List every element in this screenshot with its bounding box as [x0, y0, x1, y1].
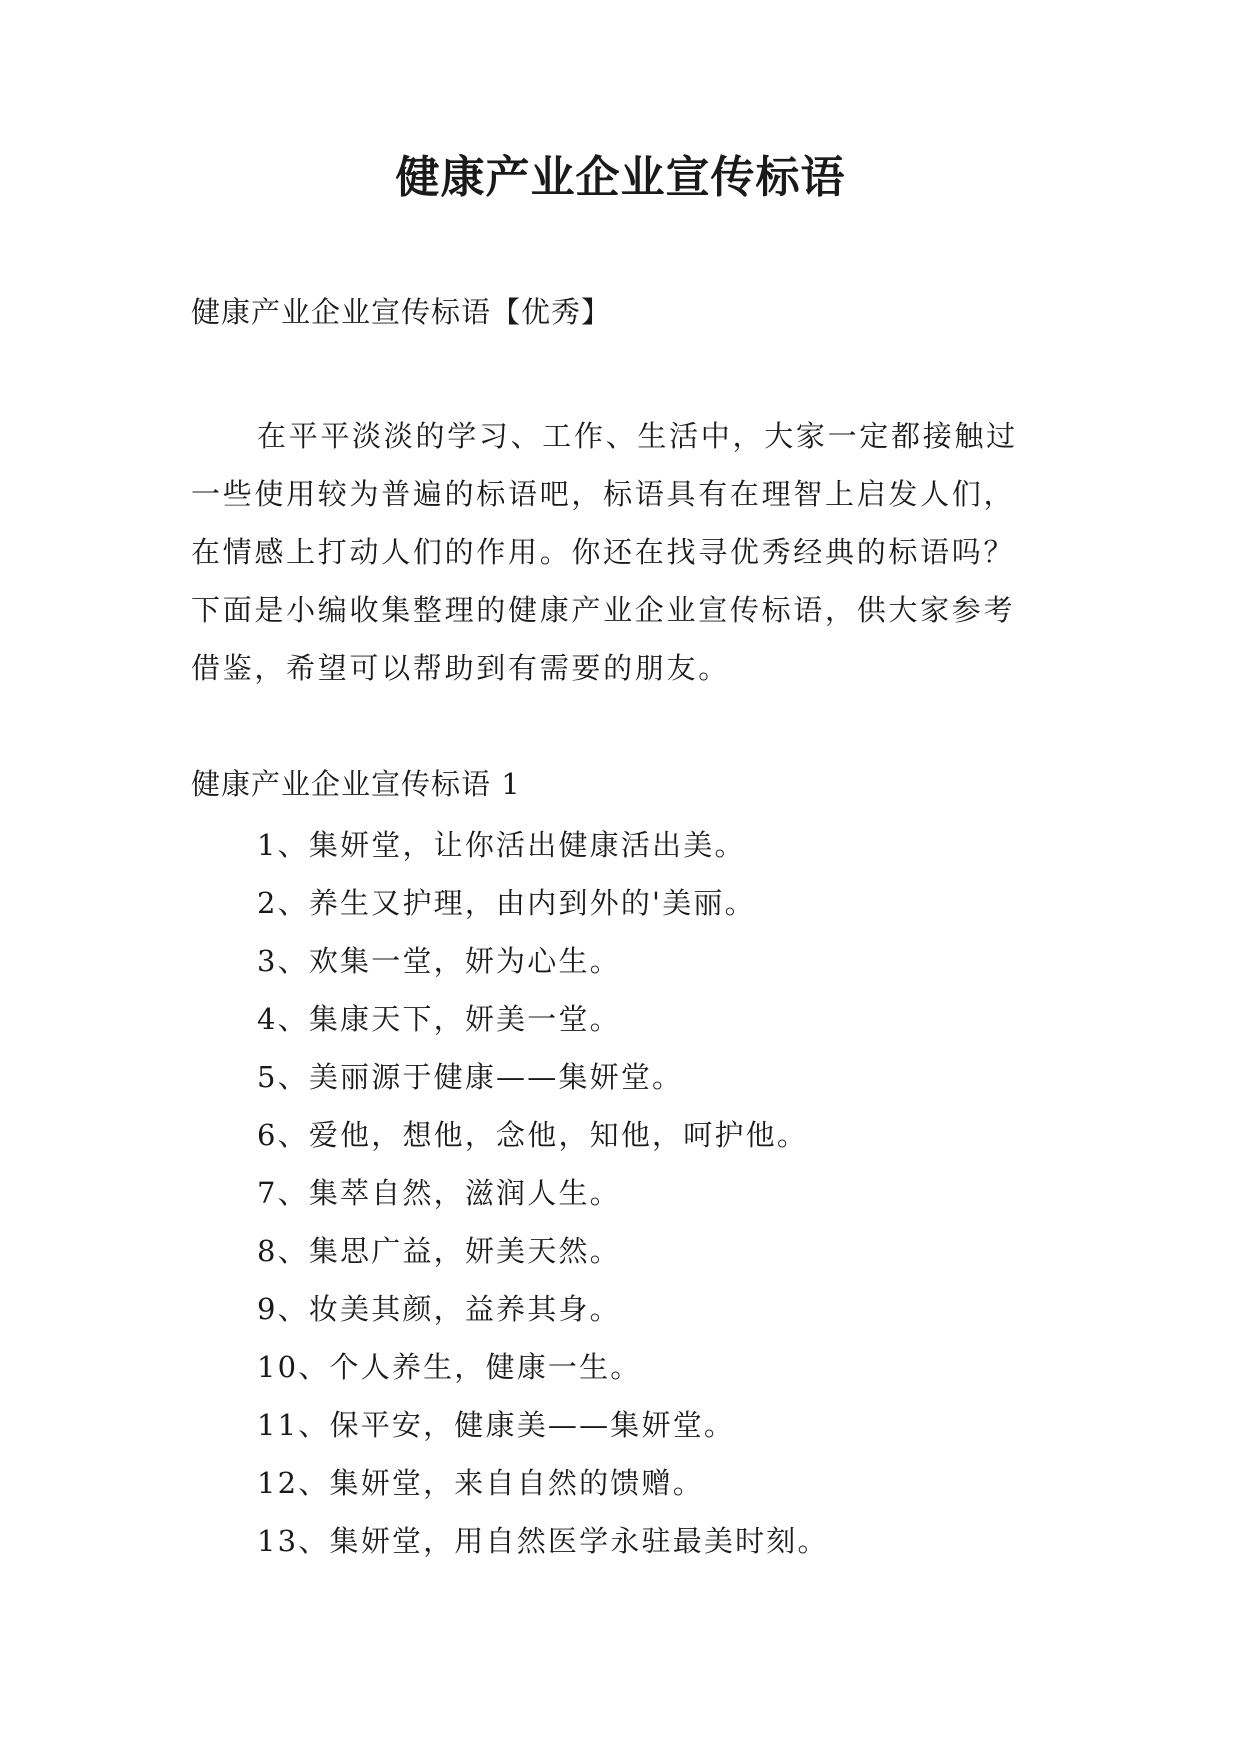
section-heading: 健康产业企业宣传标语 1: [191, 767, 521, 801]
document-subtitle: 健康产业企业宣传标语【优秀】: [191, 295, 612, 329]
slogan-item: 10、个人养生，健康一生。: [257, 1350, 642, 1384]
intro-line: 借鉴，希望可以帮助到有需要的朋友。: [191, 651, 730, 685]
intro-line: 在平平淡淡的学习、工作、生活中，大家一定都接触过: [257, 419, 1018, 453]
slogan-item: 13、集妍堂，用自然医学永驻最美时刻。: [257, 1524, 829, 1558]
intro-line: 在情感上打动人们的作用。你还在找寻优秀经典的标语吗？: [191, 535, 1016, 569]
intro-line: 下面是小编收集整理的健康产业企业宣传标语，供大家参考: [191, 593, 1016, 627]
slogan-item: 1、集妍堂，让你活出健康活出美。: [257, 828, 746, 862]
slogan-item: 11、保平安，健康美——集妍堂。: [257, 1408, 736, 1442]
slogan-item: 4、集康天下，妍美一堂。: [257, 1002, 621, 1036]
slogan-item: 6、爱他，想他，念他，知他，呵护他。: [257, 1118, 809, 1152]
slogan-list: [257, 816, 829, 1570]
intro-line: 一些使用较为普遍的标语吧，标语具有在理智上启发人们，: [191, 477, 1016, 511]
slogan-item: 5、美丽源于健康——集妍堂。: [257, 1060, 684, 1094]
intro-paragraph: [191, 407, 1061, 697]
slogan-item: 7、集萃自然，滋润人生。: [257, 1176, 621, 1210]
slogan-item: 2、养生又护理，由内到外的'美丽。: [257, 886, 756, 920]
slogan-item: 3、欢集一堂，妍为心生。: [257, 944, 621, 978]
slogan-item: 8、集思广益，妍美天然。: [257, 1234, 621, 1268]
slogan-item: 12、集妍堂，来自自然的馈赠。: [257, 1466, 704, 1500]
document-title: 健康产业企业宣传标语: [395, 152, 846, 203]
slogan-item: 9、妆美其颜，益养其身。: [257, 1292, 621, 1326]
